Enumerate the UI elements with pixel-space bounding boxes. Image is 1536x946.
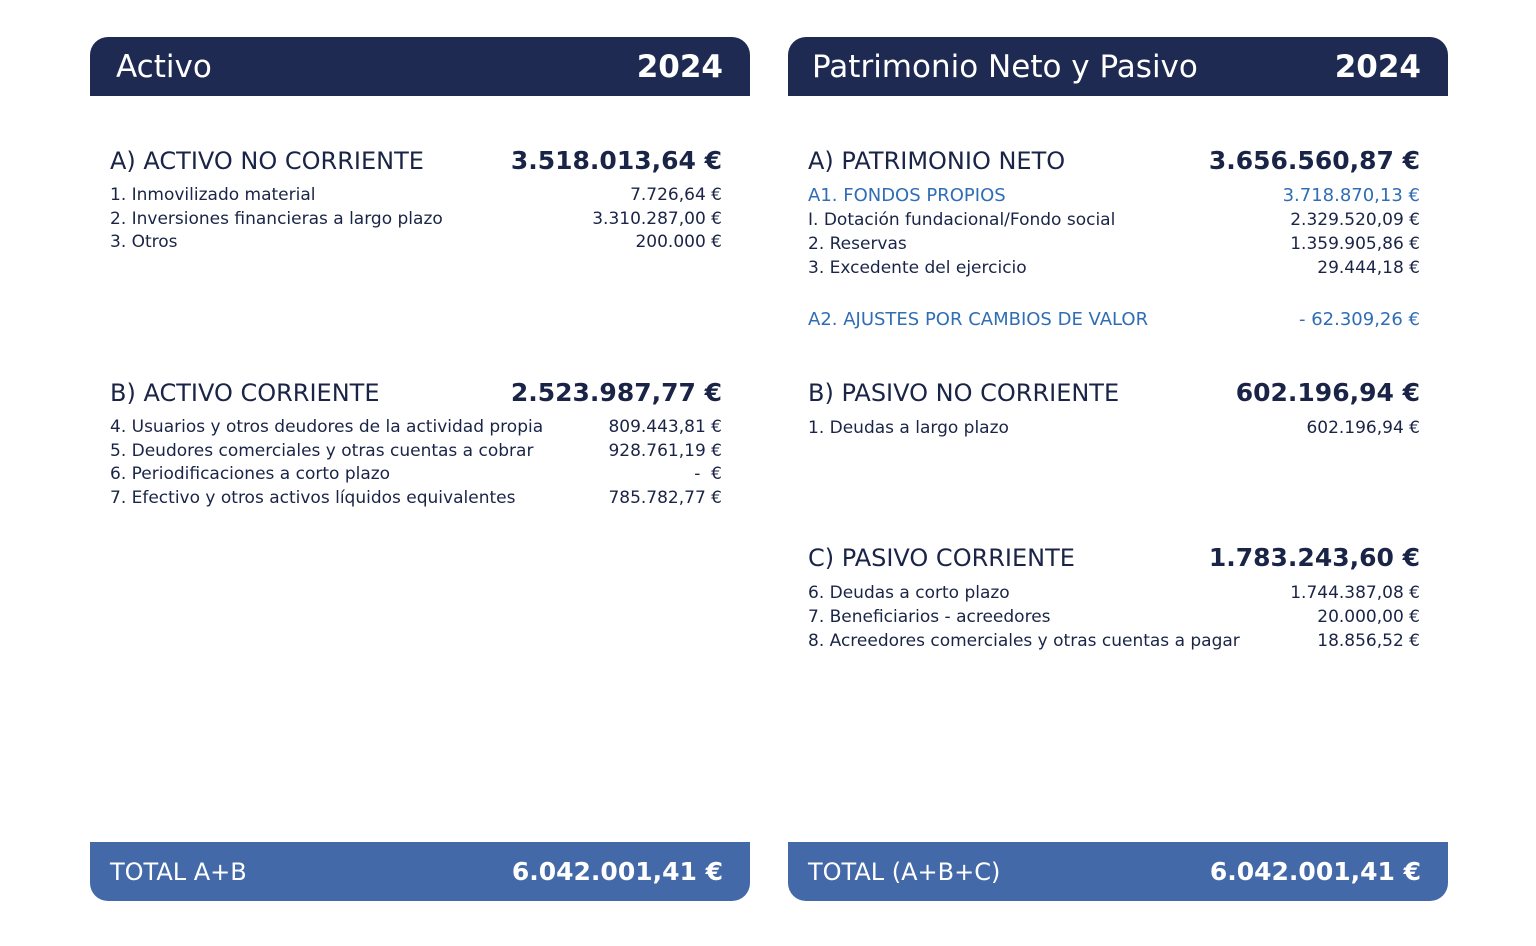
line-item-value: - € (694, 464, 722, 484)
section-amount: 3.518.013,64 € (510, 146, 722, 175)
section-amount: 602.196,94 € (1235, 378, 1420, 407)
line-item-value: 18.856,52 € (1317, 631, 1420, 651)
line-item (808, 256, 1420, 280)
line-item-label: 7. Efectivo y otros activos líquidos equivalentes (110, 487, 516, 508)
line-item-value: 29.444,18 € (1317, 258, 1420, 278)
line-item (808, 581, 1420, 605)
section-label: A) ACTIVO NO CORRIENTE (110, 147, 424, 175)
line-item (110, 416, 722, 440)
total-label: TOTAL A+B (110, 857, 247, 886)
line-item-label: I. Dotación fundacional/Fondo social (808, 210, 1116, 230)
line-item-label: 7. Beneficiarios - acreedores (808, 607, 1051, 627)
line-item-value: 3.718.870,13 € (1282, 185, 1420, 206)
pasivo-title: Patrimonio Neto y Pasivo (812, 48, 1198, 85)
line-item-value: 7.726,64 € (630, 185, 722, 205)
line-item-label: 4. Usuarios y otros deudores de la actividad propia (110, 417, 544, 437)
line-item-value: 200.000 € (635, 232, 722, 252)
item-list (110, 184, 722, 255)
section-label: B) ACTIVO CORRIENTE (110, 379, 380, 407)
line-item-value: 809.443,81 € (608, 417, 722, 437)
line-item-label: 6. Periodificaciones a corto plazo (110, 464, 391, 484)
line-item-value: - 62.309,26 € (1299, 309, 1420, 330)
activo-panel (90, 37, 750, 901)
pasivo-corriente-section (808, 543, 1420, 653)
line-item-value: 3.310.287,00 € (592, 208, 722, 229)
line-item-label: 6. Deudas a corto plazo (808, 583, 1010, 603)
section-amount: 3.656.560,87 € (1208, 146, 1420, 175)
section-heading (110, 146, 722, 182)
section-heading (110, 378, 722, 414)
item-list (808, 184, 1420, 280)
line-item-value: 785.782,77 € (608, 487, 722, 508)
line-item-label: 1. Deudas a largo plazo (808, 418, 1009, 438)
activo-year: 2024 (636, 48, 723, 85)
line-item-value: 20.000,00 € (1317, 607, 1420, 627)
activo-corriente-section (110, 378, 722, 510)
section-heading (808, 146, 1420, 182)
activo-total-bar (90, 842, 750, 901)
pasivo-no-corriente-section (808, 378, 1420, 440)
line-item (808, 232, 1420, 256)
line-item-label: A2. AJUSTES POR CAMBIOS DE VALOR (808, 309, 1149, 330)
activo-header (90, 37, 750, 96)
section-heading (808, 378, 1420, 414)
line-item-value: 928.761,19 € (608, 440, 722, 461)
pasivo-panel (788, 37, 1448, 901)
line-item (110, 184, 722, 208)
patrimonio-neto-section (808, 146, 1420, 280)
ajustes-row (808, 309, 1420, 330)
item-list (110, 416, 722, 510)
line-item (808, 605, 1420, 629)
section-label: B) PASIVO NO CORRIENTE (808, 379, 1120, 407)
line-item (110, 208, 722, 232)
line-item-label: 3. Otros (110, 232, 178, 252)
line-item (808, 416, 1420, 440)
line-item-label: 5. Deudores comerciales y otras cuentas a cobrar (110, 440, 534, 461)
line-item (110, 463, 722, 487)
section-label: A) PATRIMONIO NETO (808, 147, 1066, 175)
total-amount: 6.042.001,41 € (511, 857, 723, 886)
pasivo-year: 2024 (1334, 48, 1421, 85)
pasivo-total-bar (788, 842, 1448, 901)
line-item (808, 629, 1420, 653)
line-item-value: 602.196,94 € (1306, 418, 1420, 438)
item-list (808, 416, 1420, 440)
section-amount: 1.783.243,60 € (1208, 543, 1420, 572)
total-amount: 6.042.001,41 € (1209, 857, 1421, 886)
line-item-value: 2.329.520,09 € (1290, 210, 1420, 230)
line-item-label: 1. Inmovilizado material (110, 185, 316, 205)
activo-no-corriente-section (110, 146, 722, 255)
line-item (110, 440, 722, 464)
line-item-label: A1. FONDOS PROPIOS (808, 185, 1006, 206)
line-item (110, 487, 722, 511)
line-item-label: 2. Inversiones financieras a largo plazo (110, 208, 443, 229)
section-label: C) PASIVO CORRIENTE (808, 544, 1075, 572)
section-amount: 2.523.987,77 € (510, 378, 722, 407)
line-item-label: 3. Excedente del ejercicio (808, 258, 1027, 278)
total-label: TOTAL (A+B+C) (808, 857, 1001, 886)
line-item-value: 1.359.905,86 € (1290, 234, 1420, 254)
section-heading (808, 543, 1420, 579)
fondos-propios-row (808, 184, 1420, 208)
pasivo-header (788, 37, 1448, 96)
activo-title: Activo (116, 48, 212, 85)
line-item-label: 2. Reservas (808, 234, 907, 254)
line-item (110, 231, 722, 255)
line-item-value: 1.744.387,08 € (1290, 583, 1420, 603)
line-item-label: 8. Acreedores comerciales y otras cuentas a pagar (808, 631, 1240, 651)
line-item (808, 208, 1420, 232)
item-list (808, 581, 1420, 653)
